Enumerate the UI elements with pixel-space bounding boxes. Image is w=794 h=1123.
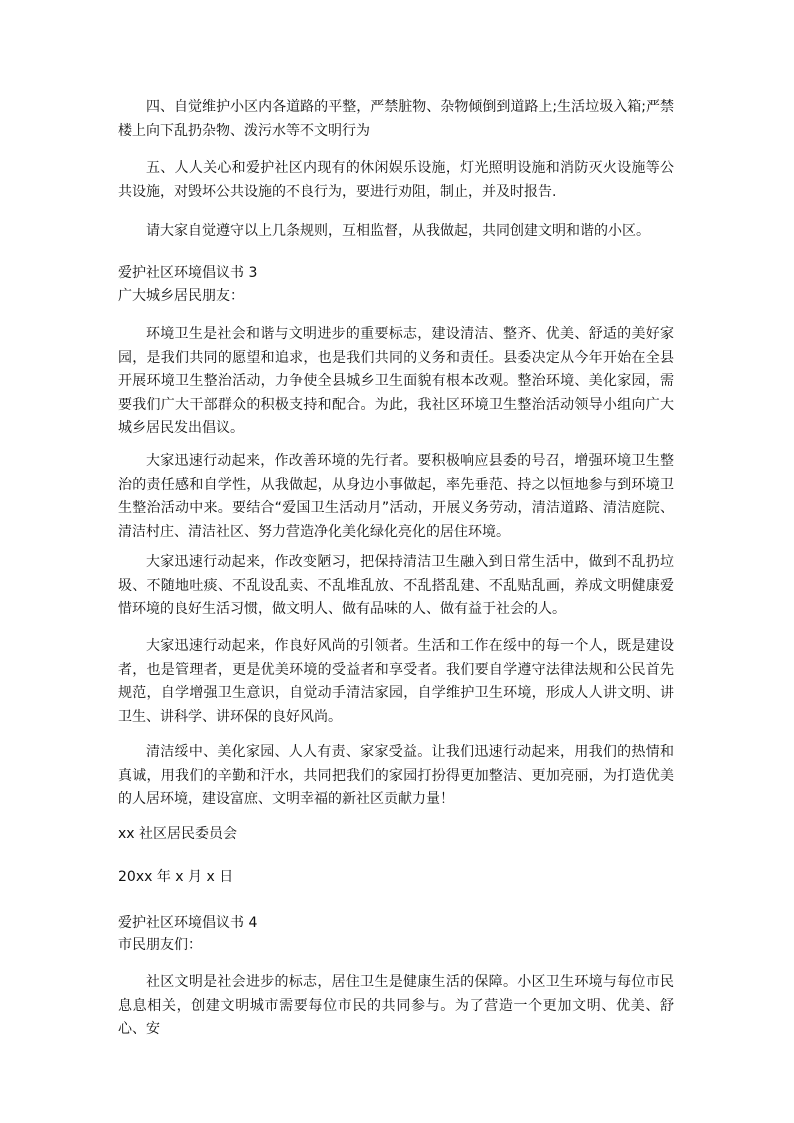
section-3-paragraph-4: 大家迅速行动起来，作良好风尚的引领者。生活和工作在绥中的每一个人，既是建设者，也是管理者，更是优美环境的受益者和享受者。我们要自学遵守法律法规和公民首先规范，自学增强卫生意识，自觉动手清洁家园，自学维护卫生环境，形成人人讲文明、讲卫生、讲科学、讲环保的良好风尚。 (118, 638, 674, 725)
signature: xx 社区居民委员会 (118, 826, 238, 842)
rule-item-5: 五、人人关心和爱护社区内现有的休闲娱乐设施，灯光照明设施和消防灭火设施等公共设施，对毁坏公共设施的不良行为，要进行劝阻，制止，并及时报告. (118, 160, 674, 200)
date: 20xx 年 x 月 x 日 (118, 869, 234, 885)
section-4-paragraph-1: 社区文明是社会进步的标志，居住卫生是健康生活的保障。小区卫生环境与每位市民息息相关，创建文明城市需要每位市民的共同参与。为了营造一个更加文明、优美、舒心、安 (118, 974, 674, 1037)
section-3-greeting: 广大城乡居民朋友： (118, 288, 244, 304)
section-3-paragraph-2: 大家迅速行动起来，作改善环境的先行者。要积极响应县委的号召，增强环境卫生整治的责任感和自学性，从我做起，从身边小事做起，率先垂范、持之以恒地参与到环境卫生整治活动中来。要结合“爱国卫生活动月”活动，开展义务劳动，清洁道路、清洁庭院、清洁村庄、清洁社区、努力营造净化美化绿化亮化的居住环境。 (118, 453, 674, 540)
section-3-paragraph-1: 环境卫生是社会和谐与文明进步的重要标志，建设清洁、整齐、优美、舒适的美好家园，是我们共同的愿望和追求，也是我们共同的义务和责任。县委决定从今年开始在全县开展环境卫生整治活动，力争使全县城乡卫生面貌有根本改观。整治环境、美化家园，需要我们广大干部群众的积极支持和配合。为此，我社区环境卫生整治活动领导小组向广大城乡居民发出倡议。 (118, 326, 674, 436)
section-3-title: 爱护社区环境倡议书 3 (118, 265, 258, 281)
section-3-paragraph-5: 清洁绥中、美化家园、人人有责、家家受益。让我们迅速行动起来，用我们的热情和真诚，用我们的辛勤和汗水，共同把我们的家园打扮得更加整洁、更加亮丽，为打造优美的人居环境，建设富庶、文明幸福的新社区贡献力量！ (118, 744, 674, 807)
section-4-greeting: 市民朋友们： (118, 937, 202, 953)
section-4-title: 爱护社区环境倡议书 4 (118, 915, 258, 931)
closing-paragraph: 请大家自觉遵守以上几条规则，互相监督，从我做起，共同创建文明和谐的小区。 (146, 223, 650, 239)
rule-item-4: 四、自觉维护小区内各道路的平整，严禁脏物、杂物倾倒到道路上;生活垃圾入箱;严禁楼上向下乱扔杂物、泼污水等不文明行为 (118, 99, 674, 139)
section-3-paragraph-3: 大家迅速行动起来，作改变陋习，把保持清洁卫生融入到日常生活中，做到不乱扔垃圾、不随地吐痰、不乱设乱卖、不乱堆乱放、不乱搭乱建、不乱贴乱画，养成文明健康爱惜环境的良好生活习惯，做文明人、做有品味的人、做有益于社会的人。 (118, 554, 674, 617)
